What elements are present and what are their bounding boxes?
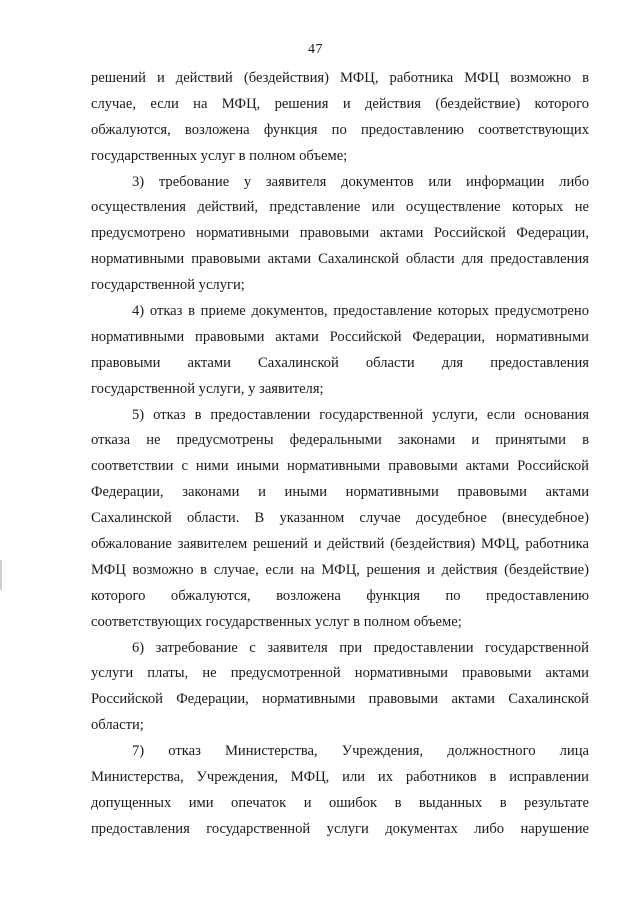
text-line: 3) требование у заявителя документов или информации либо xyxy=(132,173,589,190)
text-line: услуги платы, не предусмотренной нормативными правовыми актами xyxy=(91,665,589,682)
text-line: соответствующих государственных услуг в полном объеме; xyxy=(91,613,462,630)
text-line: случае, если на МФЦ, решения и действия (бездействие) которого xyxy=(91,95,589,112)
text-line: обжалование заявителем решений и действий (бездействия) МФЦ, работника xyxy=(91,536,589,553)
text-line: предоставления государственной услуги документах либо нарушение xyxy=(91,820,589,837)
text-line: нормативными правовыми актами Российской Федерации, нормативными xyxy=(91,328,589,345)
text-line: Министерства, Учреждения, МФЦ, или их работников в исправлении xyxy=(91,769,589,786)
text-line: 5) отказ в предоставлении государственной услуги, если основания xyxy=(132,406,589,423)
page-number: 47 xyxy=(308,42,323,57)
text-line: обжалуются, возложена функция по предоставлению соответствующих xyxy=(91,121,589,138)
text-line: отказа не предусмотрены федеральными законами и принятыми в xyxy=(91,432,589,449)
document-body xyxy=(91,66,589,843)
text-line: 4) отказ в приеме документов, предоставление которых предусмотрено xyxy=(132,303,589,320)
text-line: государственных услуг в полном объеме; xyxy=(91,147,348,164)
text-line: осуществления действий, представление или осуществление которых не xyxy=(91,199,589,216)
text-line: допущенных ими опечаток и ошибок в выданных в результате xyxy=(91,794,589,811)
text-line: государственной услуги, у заявителя; xyxy=(91,380,324,397)
text-line: Федерации, законами и иными нормативными правовыми актами xyxy=(91,484,589,501)
text-line: Российской Федерации, нормативными правовыми актами Сахалинской xyxy=(91,691,589,708)
text-line: решений и действий (бездействия) МФЦ, работника МФЦ возможно в xyxy=(91,70,589,86)
text-line: которого обжалуются, возложена функция по предоставлению xyxy=(91,587,589,604)
text-line: соответствии с ними иными нормативными правовыми актами Российской xyxy=(91,458,589,475)
text-line: правовыми актами Сахалинской области для предоставления xyxy=(91,354,589,371)
scan-edge-mark xyxy=(0,560,2,590)
text-line: области; xyxy=(91,717,144,734)
text-line: 6) затребование с заявителя при предоставлении государственной xyxy=(132,639,589,656)
text-line: Сахалинской области. В указанном случае досудебное (внесудебное) xyxy=(91,510,589,527)
text-line: МФЦ возможно в случае, если на МФЦ, решения и действия (бездействие) xyxy=(91,561,589,578)
text-line: нормативными правовыми актами Сахалинской области для предоставления xyxy=(91,251,589,268)
text-line: 7) отказ Министерства, Учреждения, должностного лица xyxy=(132,743,589,760)
text-line: предусмотрено нормативными правовыми актами Российской Федерации, xyxy=(91,225,589,242)
text-line: государственной услуги; xyxy=(91,277,245,294)
